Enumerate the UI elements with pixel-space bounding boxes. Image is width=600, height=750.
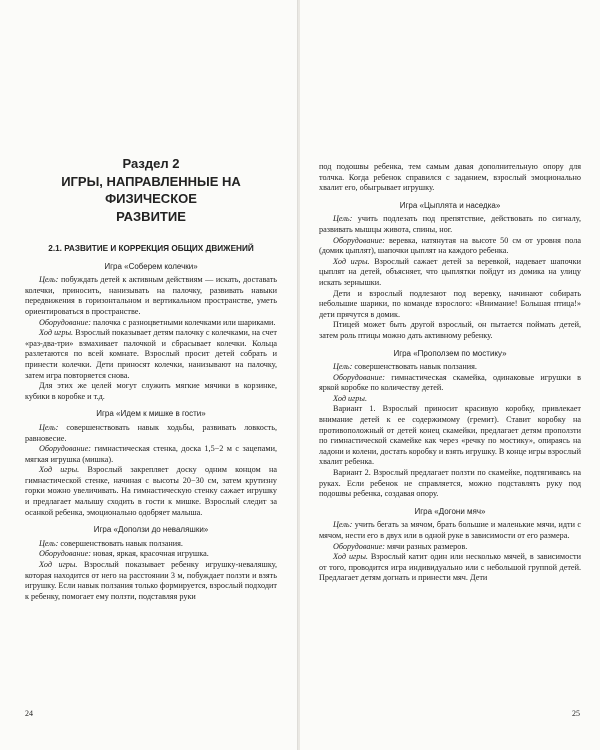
game-title: Игра «Идем к мишке в гости» xyxy=(96,409,206,419)
paragraph: Дети и взрослый подлезают под веревку, начинают собирать небольшие шарики, по команде взрослого: «Внимание! Большая птица!» дети прячутся в домик. xyxy=(319,288,581,319)
paragraph: Вариант 2. Взрослый предлагает ползти по скамейке, подтягиваясь на руках. Если ребенок не справляется, можно подставлять руку под подошвы ребенка, создавая опору. xyxy=(319,468,581,499)
game-title: Игра «Цыплята и наседка» xyxy=(399,200,501,210)
text: совершенствовать навык ползания. xyxy=(354,362,477,372)
text: Взрослый катит один или несколько мячей, в зависимости от того, проводится игра индивидуально или с небольшой группой детей. Предлагает детям догнать и принести мяч. Дети xyxy=(319,552,581,583)
left-page xyxy=(0,0,298,750)
label: Оборудование: xyxy=(333,372,385,382)
paragraph xyxy=(319,257,581,289)
label: Ход игры. xyxy=(333,393,367,403)
text: совершенствовать навык ходьбы, развивать ловкость, равновесие. xyxy=(25,422,277,443)
text: Взрослый показывает ребенку игрушку-неваляшку, которая находится от него на расстоянии 3 м, побуждает ползти и взять игрушку. Если навык ползания только формируется, взрослый подходит к ребенку, помогает ему ползти, подставляя руки xyxy=(25,560,278,601)
text: гимнастическая скамейка, одинаковые игрушки в яркой коробке по количеству детей. xyxy=(319,372,582,393)
paragraph xyxy=(25,318,277,329)
text: Взрослый показывает детям палочку с колечками, на счет «раз-два-три» взмахивает палочкой и сбрасывает колечки. Кольца разлетаются по всей комнате. Взрослый просит детей собрать и принести колечки. Дети приносят колечки, нанизывают на палочку, затем игра повторяется снова. xyxy=(25,328,277,380)
label: Цель: xyxy=(39,538,59,548)
label: Ход игры. xyxy=(39,560,78,570)
game-title: Игра «Проползем по мостику» xyxy=(393,348,507,358)
game-title: Игра «Догони мяч» xyxy=(414,506,486,516)
paragraph xyxy=(319,373,581,394)
paragraph xyxy=(319,362,581,373)
section-number: Раздел 2 xyxy=(122,156,180,171)
subsection-heading: 2.1. РАЗВИТИЕ И КОРРЕКЦИЯ ОБЩИХ ДВИЖЕНИЙ xyxy=(48,244,254,253)
section-title-line-1: ИГРЫ, НАПРАВЛЕННЫЕ НА ФИЗИЧЕСКОЕ xyxy=(61,174,241,206)
game-title: Игра «Доползи до неваляшки» xyxy=(93,525,209,535)
label: Ход игры. xyxy=(333,256,370,266)
page-number: 24 xyxy=(25,709,33,718)
label: Ход игры. xyxy=(39,328,74,338)
label: Оборудование: xyxy=(39,317,91,327)
text: побуждать детей к активным действиям — искать, доставать колечки, приносить, нанизывать на палочку, развивать навыки передвижения в горизонтальном и вертикальном пространстве, уметь ориентироваться в пространстве. xyxy=(25,275,278,316)
text: новая, яркая, красочная игрушка. xyxy=(93,549,209,559)
paragraph xyxy=(319,214,581,235)
label: Цель: xyxy=(39,422,59,432)
paragraph xyxy=(319,520,581,541)
label: Ход игры. xyxy=(333,552,368,562)
text: гимнастическая стенка, доска 1,5−2 м с зацепами, мягкая игрушка (мишка). xyxy=(25,444,277,464)
game-title: Игра «Соберем колечки» xyxy=(104,261,198,271)
label: Цель: xyxy=(333,214,353,224)
label: Оборудование: xyxy=(39,549,91,559)
right-page xyxy=(300,0,600,750)
paragraph xyxy=(25,328,277,381)
label: Цель: xyxy=(333,362,353,372)
text: Взрослый сажает детей за веревкой, надевает шапочки цыплят на детей, объясняет, что цыплятки пойдут из домика на улицу искать зернышки. xyxy=(319,256,581,287)
text: Взрослый закрепляет доску одним концом на гимнастической стенке, начиная с высоты 20−30 см, затем крутизну горки можно увеличивать. На гимнастическую стенку сажает игрушку и предлагает малышу сходить в гости к мишке. Взрослый следит за осанкой ребенка, эмоционально одобряет малыша. xyxy=(25,465,277,517)
paragraph xyxy=(25,549,277,560)
page-number: 25 xyxy=(572,709,580,718)
label: Цель: xyxy=(333,520,353,530)
paragraph: под подошвы ребенка, тем самым давая дополнительную опору для толчка. Когда ребенок справился с заданием, взрослый эмоционально хвалит его, обыгрывает игрушку. xyxy=(319,162,581,193)
paragraph xyxy=(25,465,277,518)
text: палочка с разноцветными колечками или шариками. xyxy=(93,317,276,327)
text: учить бегать за мячом, брать большие и маленькие мячи, идти с мячом, нести его в двух или в одной руке в зависимости от его размера. xyxy=(319,520,582,540)
left-column xyxy=(25,155,277,602)
text: веревка, натянутая на высоте 50 см от уровня пола (домик цыплят), шапочки цыплят на каждого ребенка. xyxy=(319,235,581,256)
paragraph: Для этих же целей могут служить мягкие мячики в корзинке, кубики в коробке и т.д. xyxy=(25,381,277,401)
paragraph xyxy=(319,236,581,257)
paragraph xyxy=(25,539,277,550)
label: Оборудование: xyxy=(333,235,385,245)
text: мячи разных размеров. xyxy=(387,541,468,551)
paragraph xyxy=(25,444,277,465)
paragraph xyxy=(25,275,277,317)
paragraph xyxy=(319,552,581,584)
paragraph xyxy=(319,542,581,553)
paragraph xyxy=(25,423,277,444)
label: Ход игры. xyxy=(39,465,80,475)
paragraph xyxy=(25,560,277,602)
paragraph xyxy=(319,394,581,405)
text: совершенствовать навык ползания. xyxy=(60,538,183,548)
section-title-line-2: РАЗВИТИЕ xyxy=(116,209,186,224)
section-heading xyxy=(25,155,277,225)
label: Оборудование: xyxy=(39,444,91,454)
text: учить подлезать под препятствие, действовать по сигналу, развивать мышцы живота, спины, ног. xyxy=(319,214,581,234)
paragraph: Птицей может быть другой взрослый, он пытается поймать детей, затем роль птицы можно дать активному ребенку. xyxy=(319,320,581,340)
label: Оборудование: xyxy=(333,541,385,551)
paragraph: Вариант 1. Взрослый приносит красивую коробку, привлекает внимание детей к ее содержимому (гремит). Ставит коробку на противоположный от детей конец скамейки, предлагает детям проползти по гимнастической скамейке как через «речку по мостику», опираясь на ладони и колени, достать коробку и взять игрушку. В конце игры взрослый хвалит ребенка. xyxy=(319,404,581,467)
label: Цель: xyxy=(39,275,59,285)
right-column xyxy=(319,162,581,584)
